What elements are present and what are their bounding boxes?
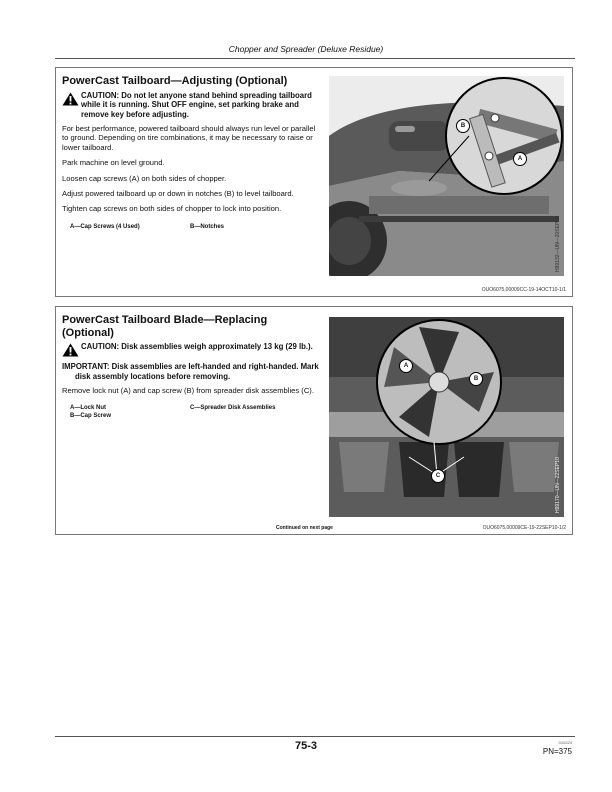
continued-note: Continued on next page — [276, 525, 333, 531]
legend-item: C—Spreader Disk Assemblies — [190, 405, 276, 412]
callout-b: B — [469, 372, 483, 386]
caution-block — [62, 342, 320, 357]
footer-rule — [55, 736, 575, 737]
paragraph: Park machine on level ground. — [62, 158, 165, 168]
page-number: 75-3 — [294, 740, 318, 752]
paragraph: For best performance, powered tailboard should always run level or parallel to ground. Depending on tire combinations, it may be necessary to raise or lower tailboard. — [62, 124, 316, 152]
paragraph: Adjust powered tailboard up or down in notches (B) to level tailboard. — [62, 189, 294, 199]
legend-item: A—Lock Nut — [70, 405, 106, 412]
figure-legend — [62, 224, 320, 244]
spreader-disk-photo — [329, 317, 564, 517]
section-title: PowerCast Tailboard Blade—Replacing (Optional) — [62, 314, 268, 339]
footer-code: 010224 — [558, 740, 572, 745]
reference-code: OUO6075,00009CC-19-14OCT10-1/1 — [481, 287, 566, 293]
header-rule — [55, 58, 575, 59]
paragraph: Loosen cap screws (A) on both sides of chopper. — [62, 173, 227, 183]
callout-a: A — [513, 152, 527, 166]
figure-id: H99132—UN—20SEP10 — [555, 216, 561, 272]
spreader-disk-illustration — [329, 317, 564, 517]
legend-item: B—Notches — [190, 223, 225, 230]
warning-icon — [62, 343, 79, 357]
section-tailboard-adjusting — [55, 67, 573, 297]
caution-text: CAUTION: Do not let anyone stand behind spreading tailboard while it is running. Shut OFF engine, set parking brake and remove key before adjusting. — [81, 90, 312, 119]
legend-item: A—Cap Screws (4 Used) — [70, 223, 140, 230]
section-title: PowerCast Tailboard—Adjusting (Optional) — [62, 75, 288, 87]
important-note: IMPORTANT: Disk assemblies are left-handed and right-handed. Mark disk assembly locations before removing. — [62, 362, 319, 381]
callout-c: C — [431, 469, 445, 483]
paragraph: Tighten cap screws on both sides of chopper to lock into position. — [62, 204, 282, 214]
caution-text: CAUTION: Disk assemblies weigh approximately 13 kg (29 lb.). — [81, 342, 313, 351]
tailboard-photo — [329, 76, 564, 276]
callout-a: A — [399, 359, 413, 373]
callout-b: B — [456, 119, 470, 133]
paragraph: Remove lock nut (A) and cap screw (B) from spreader disk assemblies (C). — [62, 386, 314, 395]
caution-block — [62, 91, 320, 120]
section-tailboard-blade-replacing — [55, 306, 573, 535]
figure-id: H99170—UN—22SEP10 — [555, 457, 561, 513]
legend-item: B—Cap Screw — [70, 413, 112, 420]
running-header: Chopper and Spreader (Deluxe Residue) — [228, 44, 384, 54]
tailboard-illustration — [329, 76, 564, 276]
figure-legend — [62, 405, 320, 425]
part-number: PN=375 — [542, 747, 572, 756]
reference-code: OUO6075,00009CE-19-22SEP10-1/2 — [482, 525, 566, 531]
warning-icon — [62, 92, 79, 106]
